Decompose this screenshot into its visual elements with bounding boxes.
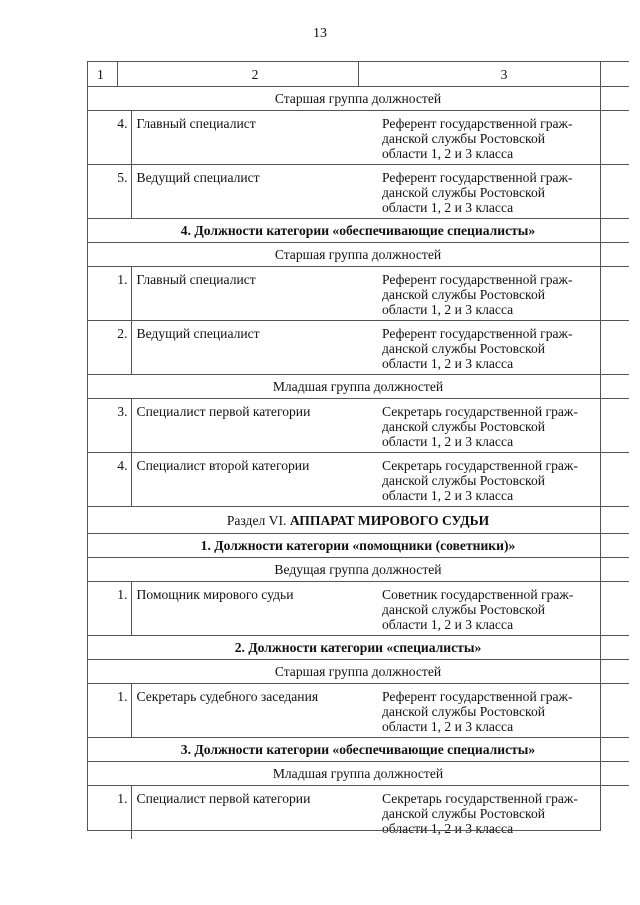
page-number: 13 [313, 26, 327, 41]
section-title: АППАРАТ МИРОВОГО СУДЬИ [289, 512, 490, 528]
position-name: Ведущий специалист [131, 165, 379, 219]
class-rank: Секретарь государственной граж- данской службы Ростовской области 1, 2 и 3 класса [379, 453, 629, 507]
table-row [87, 399, 629, 453]
position-name: Главный специалист [131, 111, 379, 165]
header-col-1: 1 [87, 62, 131, 87]
position-name: Специалист второй категории [131, 453, 379, 507]
header-col-2: 2 [131, 62, 379, 87]
group-row [87, 87, 629, 111]
row-number: 5. [87, 165, 131, 219]
row-number: 2. [87, 321, 131, 375]
table-row [87, 786, 629, 840]
table-row [87, 165, 629, 219]
category-title: 2. Должности категории «специалисты» [87, 636, 629, 660]
group-row [87, 243, 629, 267]
group-label: Младшая группа должностей [87, 375, 629, 399]
category-title: 1. Должности категории «помощники (советники)» [87, 534, 629, 558]
header-col-3: 3 [379, 62, 629, 87]
table-row [87, 582, 629, 636]
row-number: 4. [87, 453, 131, 507]
position-name: Специалист первой категории [131, 399, 379, 453]
row-number: 1. [87, 582, 131, 636]
table-row [87, 453, 629, 507]
position-name: Ведущий специалист [131, 321, 379, 375]
row-number: 1. [87, 267, 131, 321]
row-number: 1. [87, 684, 131, 738]
position-name: Главный специалист [131, 267, 379, 321]
header-divider [358, 61, 359, 86]
class-rank: Секретарь государственной граж- данской службы Ростовской области 1, 2 и 3 класса [379, 399, 629, 453]
category-row [87, 636, 629, 660]
class-rank: Секретарь государственной граж- данской службы Ростовской области 1, 2 и 3 класса [382, 791, 578, 836]
section-heading-row [87, 507, 629, 534]
category-row [87, 738, 629, 762]
group-row [87, 558, 629, 582]
class-rank: Референт государственной граж- данской службы Ростовской области 1, 2 и 3 класса [379, 165, 629, 219]
class-rank: Советник государственной граж- данской службы Ростовской области 1, 2 и 3 класса [379, 582, 629, 636]
group-label: Старшая группа должностей [87, 87, 629, 111]
row-number: 3. [87, 399, 131, 453]
class-rank: Референт государственной граж- данской службы Ростовской области 1, 2 и 3 класса [379, 111, 629, 165]
position-name: Помощник мирового судьи [131, 582, 379, 636]
group-row [87, 660, 629, 684]
class-rank: Референт государственной граж- данской службы Ростовской области 1, 2 и 3 класса [379, 321, 629, 375]
header-divider [117, 61, 118, 86]
group-label: Младшая группа должностей [87, 762, 629, 786]
group-label: Старшая группа должностей [87, 660, 629, 684]
group-label: Старшая группа должностей [87, 243, 629, 267]
table-row [87, 684, 629, 738]
position-name: Специалист первой категории [136, 791, 311, 806]
row-number: 1. [87, 786, 131, 840]
position-name: Секретарь судебного заседания [131, 684, 379, 738]
class-rank: Референт государственной граж- данской службы Ростовской области 1, 2 и 3 класса [379, 267, 629, 321]
section-heading [87, 507, 629, 534]
row-number: 4. [87, 111, 131, 165]
positions-table [87, 61, 629, 839]
section-prefix: Раздел VI. [226, 512, 287, 528]
table-row [87, 321, 629, 375]
group-row [87, 762, 629, 786]
category-title: 3. Должности категории «обеспечивающие специалисты» [87, 738, 629, 762]
table-row [87, 111, 629, 165]
group-row [87, 375, 629, 399]
category-row [87, 534, 629, 558]
category-title: 4. Должности категории «обеспечивающие специалисты» [87, 219, 629, 243]
class-rank: Референт государственной граж- данской службы Ростовской области 1, 2 и 3 класса [379, 684, 629, 738]
category-row [87, 219, 629, 243]
group-label: Ведущая группа должностей [87, 558, 629, 582]
table-row [87, 267, 629, 321]
